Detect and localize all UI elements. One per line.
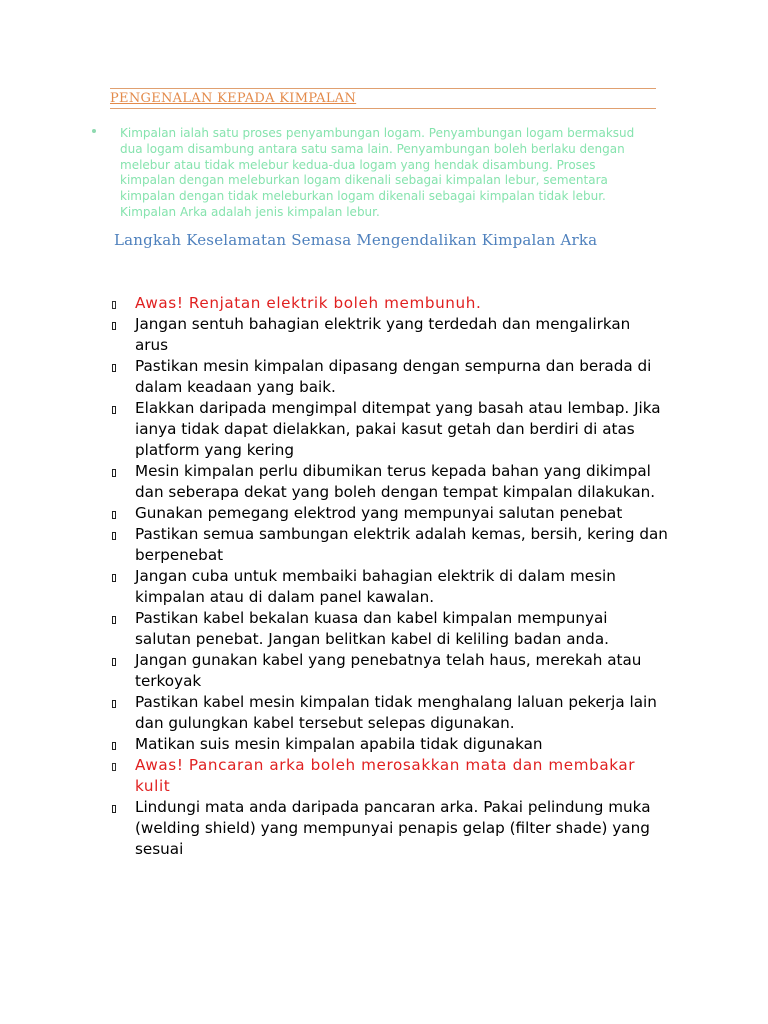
bullet-marker-icon	[112, 322, 116, 330]
bullet-marker-icon	[112, 805, 116, 813]
list-item-text: Lindungi mata anda daripada pancaran arka. Pakai pelindung muka (welding shield) yang mempunyai penapis gelap (filter shade) yang sesuai	[135, 798, 651, 858]
page-title: PENGENALAN KEPADA KIMPALAN	[110, 91, 357, 106]
list-item-text: Jangan cuba untuk membaiki bahagian elektrik di dalam mesin kimpalan atau di dalam panel kawalan.	[135, 567, 616, 606]
list-item-text: Pastikan mesin kimpalan dipasang dengan sempurna dan berada di dalam keadaan yang baik.	[135, 357, 652, 396]
list-item	[108, 314, 668, 356]
bullet-marker-icon	[112, 364, 116, 372]
list-item-text: Jangan gunakan kabel yang penebatnya telah haus, merekah atau terkoyak	[135, 651, 642, 690]
list-item-text: Pastikan semua sambungan elektrik adalah kemas, bersih, kering dan berpenebat	[135, 525, 668, 564]
bullet-marker-icon	[112, 700, 116, 708]
list-item-text: Elakkan daripada mengimpal ditempat yang basah atau lembap. Jika ianya tidak dapat dielakkan, pakai kasut getah dan berdiri di atas platform yang kering	[135, 399, 661, 459]
bullet-dot-icon	[92, 129, 96, 133]
section-heading: Langkah Keselamatan Semasa Mengendalikan Kimpalan Arka	[114, 231, 598, 249]
list-item-text: Matikan suis mesin kimpalan apabila tidak digunakan	[135, 735, 543, 753]
bullet-marker-icon	[112, 742, 116, 750]
list-item	[108, 503, 668, 524]
list-item	[108, 734, 668, 755]
list-item	[108, 356, 668, 398]
list-item	[108, 566, 668, 608]
list-item-warning	[108, 293, 668, 314]
bullet-marker-icon	[112, 406, 116, 414]
list-item-text: Gunakan pemegang elektrod yang mempunyai salutan penebat	[135, 504, 623, 522]
bullet-marker-icon	[112, 511, 116, 519]
list-item	[108, 461, 668, 503]
list-item	[108, 650, 668, 692]
bullet-marker-icon	[112, 574, 116, 582]
bullet-marker-icon	[112, 763, 116, 771]
heading-block	[110, 88, 656, 109]
bullet-marker-icon	[112, 658, 116, 666]
bullet-marker-icon	[112, 469, 116, 477]
list-item-warning	[108, 755, 668, 797]
list-item-text: Awas! Renjatan elektrik boleh membunuh.	[135, 294, 482, 312]
intro-bullet-item	[92, 126, 652, 221]
bullet-marker-icon	[112, 301, 116, 309]
intro-paragraph: Kimpalan ialah satu proses penyambungan logam. Penyambungan logam bermaksud dua logam disambung antara satu sama lain. Penyambungan boleh berlaku dengan melebur atau tidak melebur kedua-dua logam yang hendak disambung. Proses kimpalan dengan meleburkan logam dikenali sebagai kimpalan lebur, sementara kimpalan dengan tidak meleburkan logam dikenali sebagai kimpalan tidak lebur. Kimpalan Arka adalah jenis kimpalan lebur.	[120, 126, 635, 219]
heading-rule-bottom	[110, 108, 656, 109]
list-item-text: Pastikan kabel mesin kimpalan tidak menghalang laluan pekerja lain dan gulungkan kabel tersebut selepas digunakan.	[135, 693, 657, 732]
list-item-text: Mesin kimpalan perlu dibumikan terus kepada bahan yang dikimpal dan seberapa dekat yang boleh dengan tempat kimpalan dilakukan.	[135, 462, 656, 501]
safety-steps-list	[108, 293, 668, 860]
heading-rule-top	[110, 88, 656, 89]
bullet-marker-icon	[112, 532, 116, 540]
list-item-text: Awas! Pancaran arka boleh merosakkan mata dan membakar kulit	[135, 756, 636, 795]
list-item	[108, 398, 668, 461]
list-item	[108, 524, 668, 566]
bullet-marker-icon	[112, 616, 116, 624]
list-item	[108, 797, 668, 860]
list-item	[108, 692, 668, 734]
list-item-text: Pastikan kabel bekalan kuasa dan kabel kimpalan mempunyai salutan penebat. Jangan belitkan kabel di keliling badan anda.	[135, 609, 609, 648]
list-item	[108, 608, 668, 650]
list-item-text: Jangan sentuh bahagian elektrik yang terdedah dan mengalirkan arus	[135, 315, 631, 354]
